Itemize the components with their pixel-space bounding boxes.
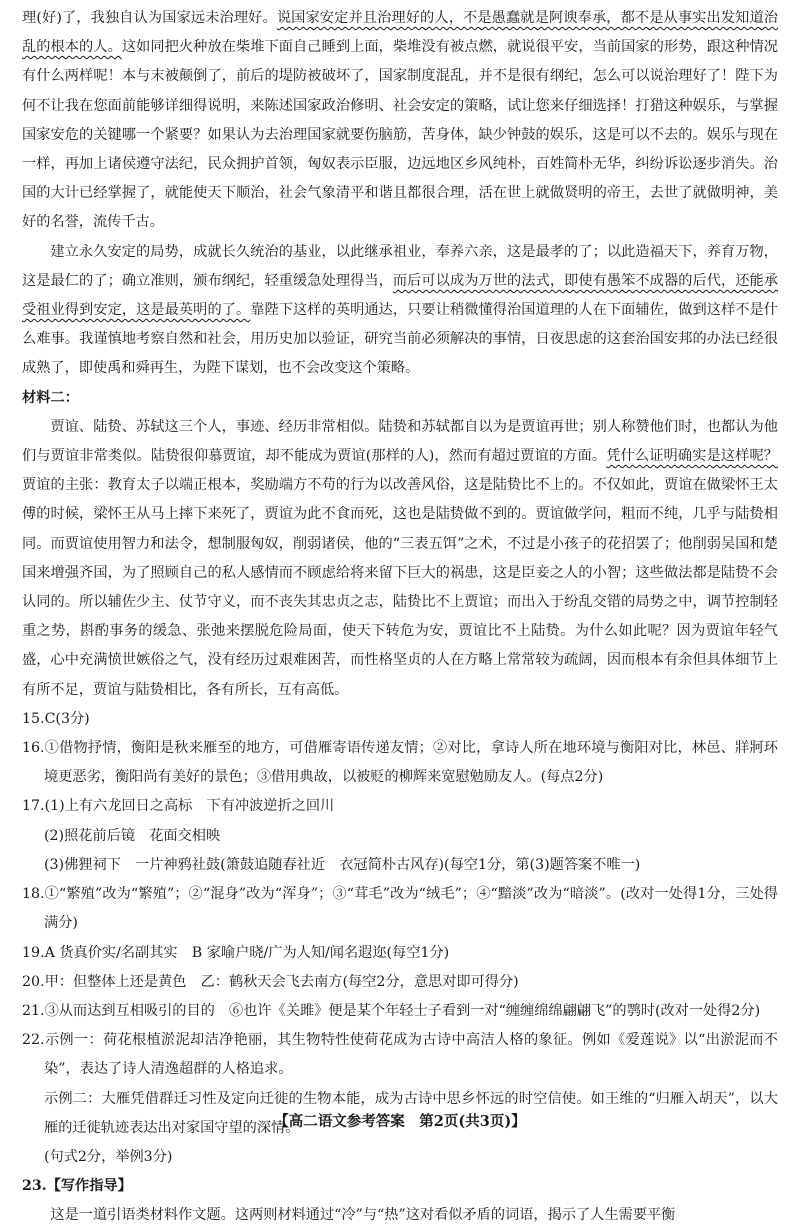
answer-21: 21.③从而达到互相吸引的目的 ⑥也许《关雎》便是某个年轻士子看到一对“缠缠绵绵翩翩飞”的鹗时(改对一处得2分) bbox=[22, 1002, 761, 1019]
answer-17-2: (2)照花前后镜 花面交相映 bbox=[44, 827, 221, 844]
underlined-sentence: 而后可以成为万世的法式，即使有愚笨不成器的后代，还能承受祖业得到安定，这是最英明的了。 bbox=[22, 272, 778, 319]
material2-heading: 材料二： bbox=[22, 389, 79, 406]
answer-23-body: 这是一道引语类材料作文题。这两则材料通过“冷”与“热”这对看似矛盾的词语，揭示了人生需要平衡 bbox=[50, 1207, 676, 1224]
material1-paragraph-1: 理(好)了，我独自认为国家远未治理好。说国家安定并且治理好的人，不是愚蠢就是阿谀奉承，都不是从事实出发知道治乱的根本的人。这如同把火种放在柴堆下面自己睡到上面，柴堆没有被点燃，就说很平安，当前国家的形势，跟这种情况有什么两样呢！本与末被颠倒了，前后的堤防被破坏了，国家制度混乱，并不是很有纲纪，怎么可以说治理好了！陛下为何不让我在您面前能够详细得说明，来陈述国家政治修明、社会安定的策略，试让您来仔细选择！打猎这种娱乐，与掌握国家安危的关键哪一个紧要？如果认为去治理国家就要伤脑筋，苦身体，缺少钟鼓的娱乐，这是可以不去的。娱乐与现在一样，再加上诸侯遵守法纪，民众拥护首领，匈奴表示臣服，边远地区乡风纯朴，百姓简朴无华，纠纷诉讼逐步消失。治国的大计已经掌握了，就能使天下顺治，社会气象清平和谐且都很合理，活在世上就做贤明的帝王，去世了就做明神，美好的名誉，流传千古。 bbox=[22, 10, 778, 231]
material1-paragraph-2: 建立永久安定的局势，成就长久统治的基业，以此继承祖业，奉养六亲，这是最孝的了；以此造福天下，养育万物，这是最仁的了；确立准则，颁布纲纪，轻重缓急处理得当，而后可以成为万世的法式，即使有愚笨不成器的后代，还能承受祖业得到安定，这是最英明的了。靠陛下这样的英明通达，只要让稍微懂得治国道理的人在下面辅佐，做到这样不是什么难事。我谨慎地考察自然和社会，用历史加以验证，研究当前必须解决的事情，日夜思虑的这套治国安邦的办法已经很成熟了，即使禹和舜再生，为陛下谋划，也不会改变这个策略。 bbox=[22, 243, 778, 377]
answer-22-scoring: (句式2分，举例3分) bbox=[44, 1148, 173, 1165]
answer-20: 20.甲：但整体上还是黄色 乙：鹤秋天会飞去南方(每空2分，意思对即可得分) bbox=[22, 973, 519, 990]
answer-23-heading: 23.【写作指导】 bbox=[22, 1178, 132, 1195]
underlined-sentence: 凭什么证明确实是这样呢？ bbox=[606, 448, 778, 465]
answer-15: 15.C(3分) bbox=[22, 710, 90, 727]
answer-16: 16.①借物抒情，衡阳是秋来雁至的地方，可借雁寄语传递友情；②对比，拿诗人所在地环境与衡阳对比，林邑、牂牁环境更恶劣，衡阳尚有美好的景色；③借用典故，以被贬的柳辉来宽慰勉励友人。(每点2分) bbox=[22, 740, 778, 786]
material2-paragraph: 贾谊、陆贽、苏轼这三个人，事迹、经历非常相似。陆贽和苏轼都自以为是贾谊再世；别人称赞他们时，也都认为他们与贾谊非常类似。陆贽很仰慕贾谊，却不能成为贾谊(那样的人)，然而有超过贾谊的方面。凭什么证明确实是这样呢？贾谊的主张：教育太子以端正根本，奖励端方不苟的行为以改善风俗，这是陆贽比不上的。不仅如此，贾谊在做梁怀王太傅的时候，梁怀王从马上摔下来死了，贾谊为此不食而死，这也是陆贽做不到的。贾谊做学问，粗而不纯，几乎与陆贽相同。而贾谊使用智力和法令，想制服匈奴，削弱诸侯，他的“三表五饵”之术，不过是小孩子的花招罢了；他削弱吴国和楚国来增强齐国，为了照顾自己的私人感情而不顾虑给将来留下巨大的祸患，这是臣妾之人的小智；这些做法都是陆贽不会认同的。所以辅佐少主、仗节守义，而不丧失其忠贞之志，陆贽比不上贾谊；而出入于纷乱交错的局势之中，调节控制轻重之势，斟酌事务的缓急、张弛来摆脱危险局面，使天下转危为安，贾谊比不上陆贽。为什么如此呢？因为贾谊年轻气盛，心中充满愤世嫉俗之气，没有经历过艰难困苦，而性格坚贞的人在方略上常常较为疏阔，因而根本有余但具体细节上有所不足，贾谊与陆贽相比，各有所长，互有高低。 bbox=[22, 418, 778, 698]
answer-19: 19.A 货真价实/名副其实 B 家喻户晓/广为人知/闻名遐迩(每空1分) bbox=[22, 944, 450, 961]
page-footer: 【高二语文参考答案 第2页(共3页)】 bbox=[274, 1113, 526, 1130]
answer-17-1: 17.(1)上有六龙回日之高标 下有冲波逆折之回川 bbox=[22, 798, 335, 815]
answer-18: 18.①“繁殖”改为“繁殖”；②“混身”改为“浑身”；③“茸毛”改为“绒毛”；④“黯淡”改为“暗淡”。(改对一处得1分，三处得满分) bbox=[22, 886, 778, 932]
underlined-sentence: 说国家安定并且治理好的人，不是愚蠢就是阿谀奉承，都不是从事实出发知道治乱的根本的人。 bbox=[22, 10, 778, 56]
answer-17-3: (3)佛狸祠下 一片神鸦社鼓(箫鼓追随春社近 衣冠简朴古风存)(每空1分，第(3)题答案不唯一) bbox=[44, 856, 641, 873]
answer-22-example-1: 22.示例一：荷花根植淤泥却洁净艳丽，其生物特性使荷花成为古诗中高洁人格的象征。例如《爱莲说》以“出淤泥而不染”，表达了诗人清逸超群的人格追求。 bbox=[22, 1032, 778, 1078]
answer-22-example-2: 示例二：大雁凭借群迁习性及定向迁徙的生物本能，成为古诗中思乡怀远的时空信使。如王维的“归雁入胡天”，以大雁的迁徙轨迹表达出对家国守望的深情。 bbox=[44, 1090, 778, 1136]
